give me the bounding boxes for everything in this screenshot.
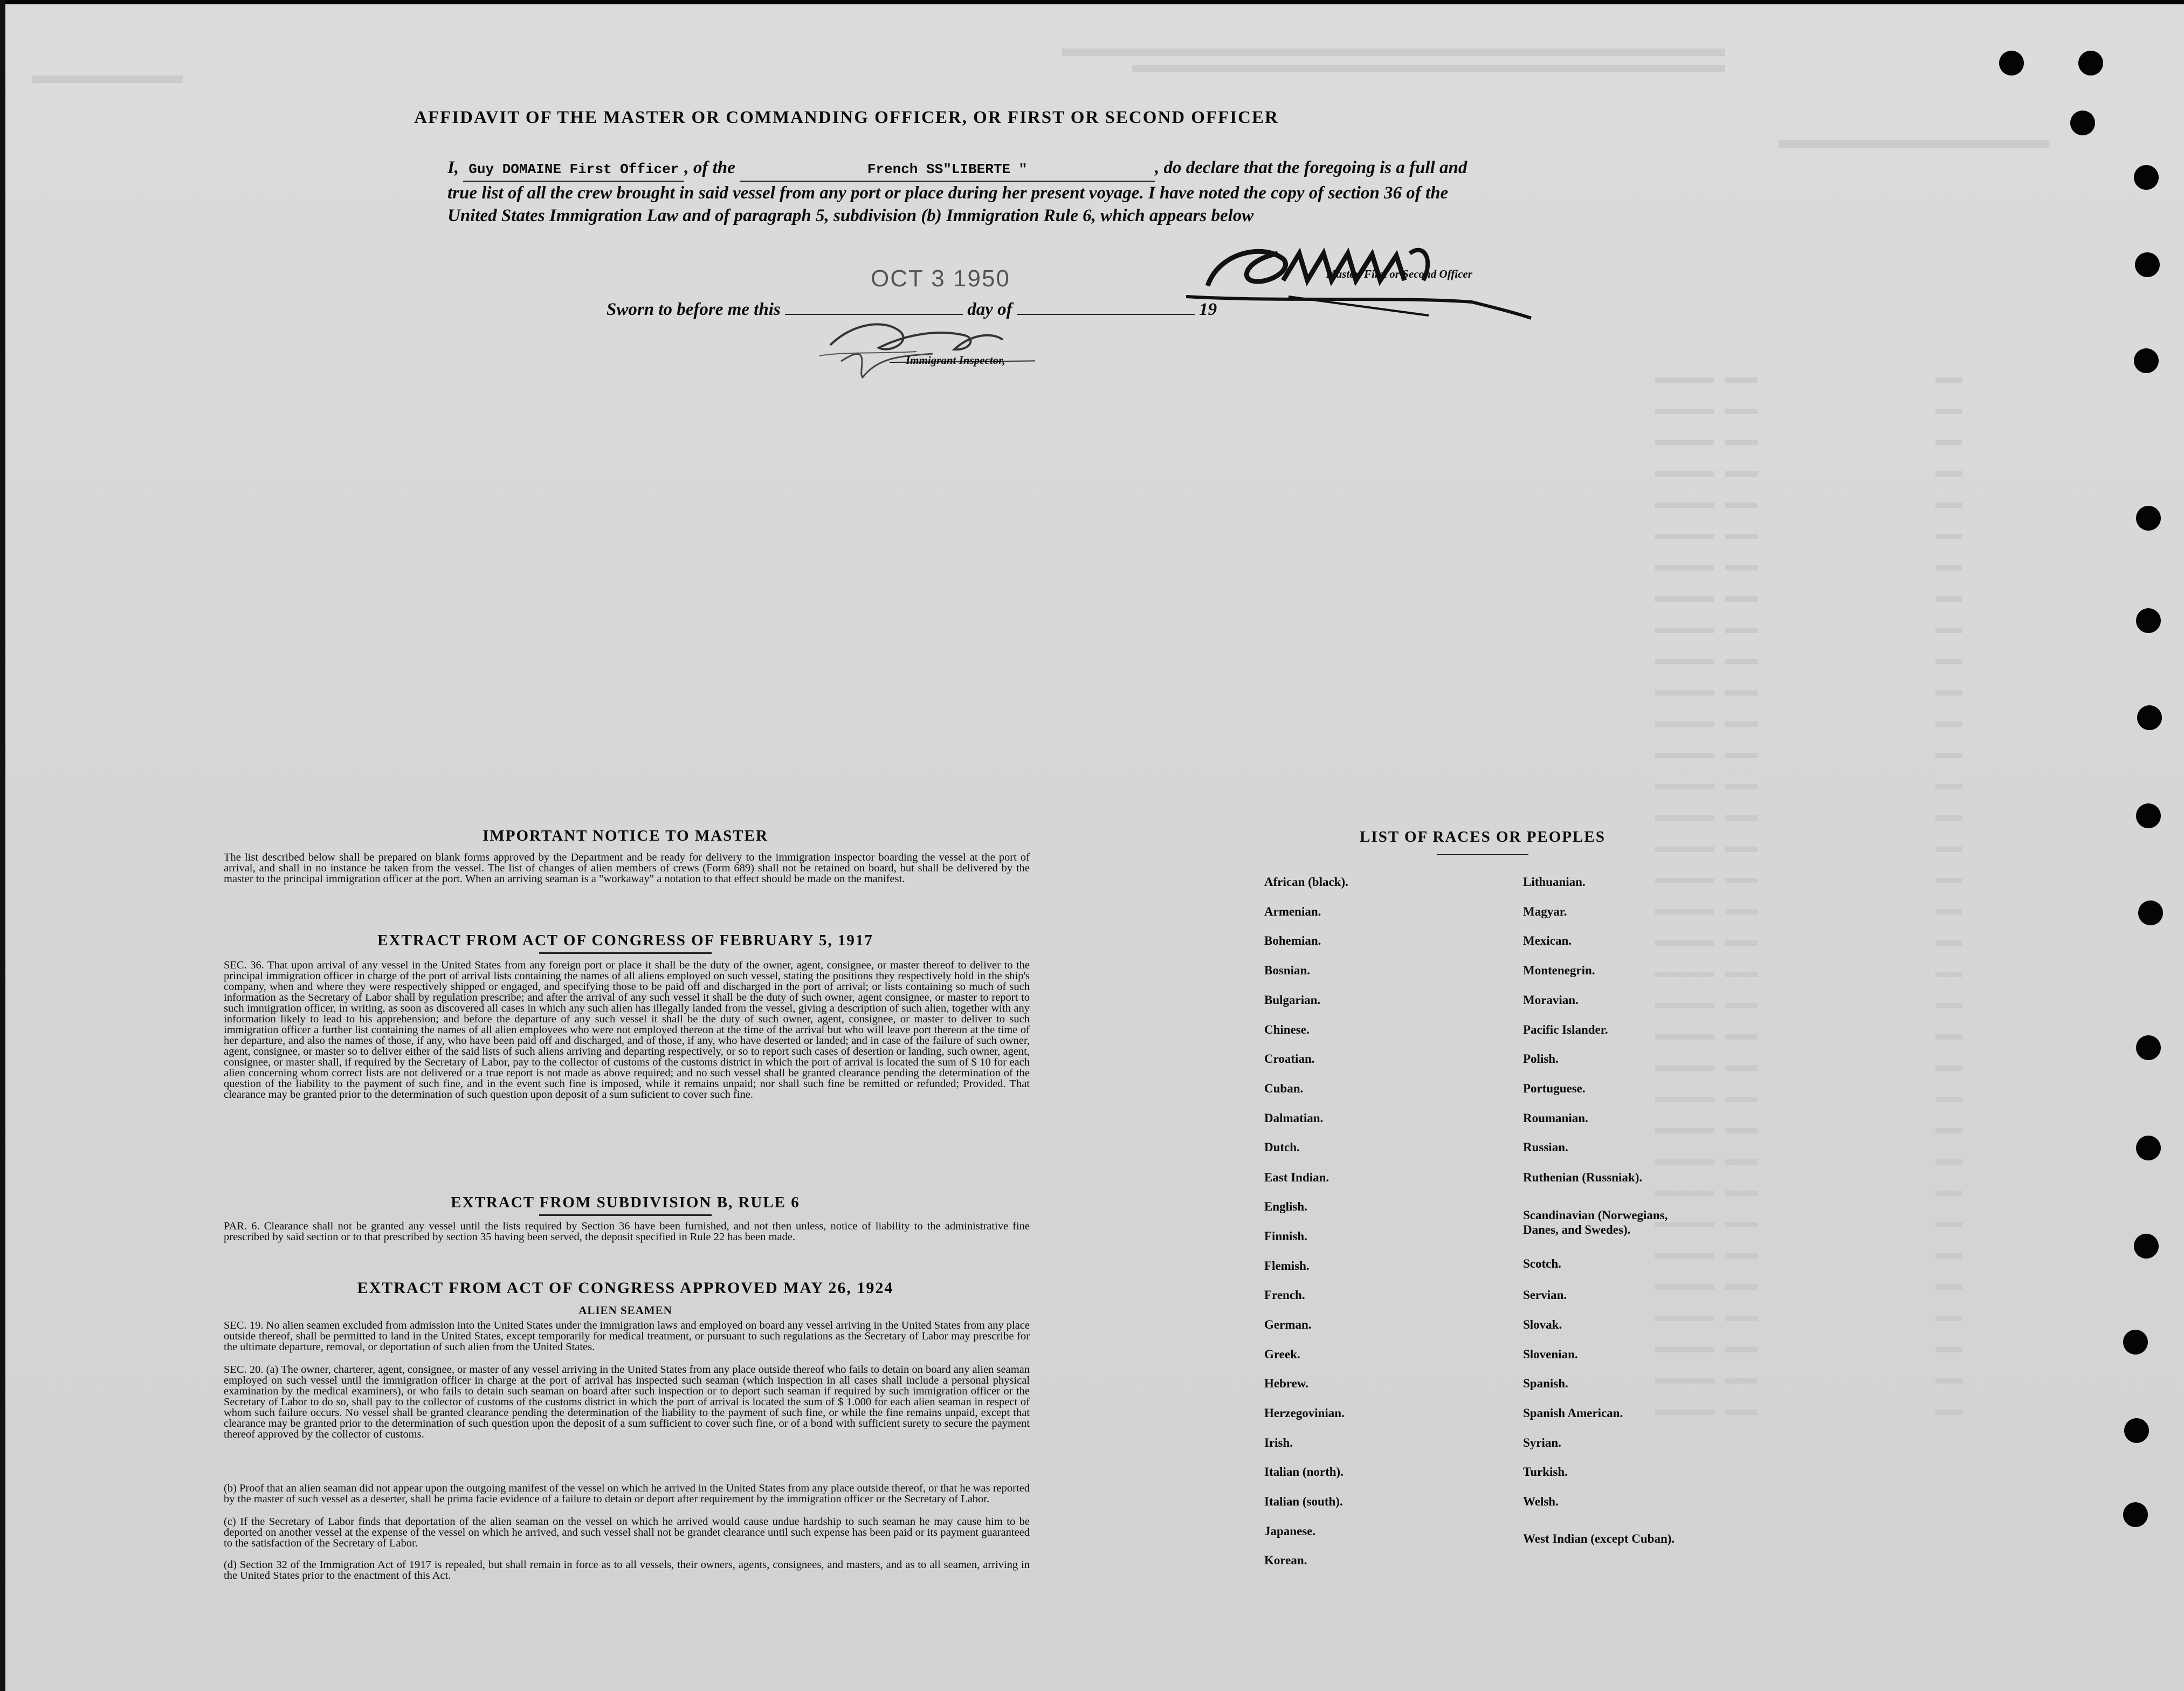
ghost-mark	[1655, 784, 1714, 789]
ghost-mark	[1725, 565, 1758, 570]
decl-tail: , do declare	[1155, 158, 1239, 177]
race-right-item: Turkish.	[1523, 1465, 1568, 1479]
ghost-mark	[1655, 690, 1714, 696]
punch-hole	[1999, 51, 2024, 75]
punch-hole	[2136, 1136, 2161, 1160]
sworn-text: Sworn to before me this	[607, 300, 781, 319]
ghost-mark	[1725, 596, 1758, 602]
race-left-item: Flemish.	[1264, 1259, 1310, 1273]
ghost-mark	[1935, 1410, 1962, 1415]
ghost-mark	[1725, 1222, 1758, 1227]
ghost-mark	[1725, 1347, 1758, 1352]
ghost-mark	[1725, 628, 1758, 633]
race-left-item: African (black).	[1264, 875, 1348, 889]
race-right-item: Lithuanian.	[1523, 875, 1586, 889]
punch-hole	[2136, 506, 2161, 531]
races-heading: LIST OF RACES OR PEOPLES	[1360, 828, 1606, 846]
ghost-mark	[1725, 1066, 1758, 1071]
ghost-mark	[1935, 409, 1962, 414]
day-of-text: day of	[967, 300, 1012, 319]
ghost-mark	[1655, 440, 1714, 445]
race-left-item: Italian (south).	[1264, 1495, 1343, 1508]
ghost-mark	[1935, 753, 1962, 758]
ghost-mark	[1725, 1128, 1758, 1133]
decl-body: that the foregoing is a full and true list of all the crew brought in said vessel from any port or place during her present voyage. I have noted the copy of section 36 of the United States Immigration Law and of paragraph 5, subdivision (b) Immigration Rule 6, which appears below	[447, 158, 1468, 225]
ghost-mark	[1935, 1191, 1962, 1196]
punch-hole	[2134, 165, 2159, 190]
race-right-item: Russian.	[1523, 1140, 1568, 1154]
extract1-heading: EXTRACT FROM ACT OF CONGRESS OF FEBRUARY 5, 1917	[377, 932, 873, 949]
ghost-mark	[1725, 784, 1758, 789]
divider	[539, 952, 712, 954]
ghost-mark	[1655, 1191, 1714, 1196]
ghost-mark	[1935, 815, 1962, 821]
officer-label: Master, First or Second Officer	[1326, 267, 1472, 280]
punch-hole	[2123, 1502, 2148, 1527]
punch-hole	[2137, 705, 2162, 730]
ghost-mark	[1725, 1003, 1758, 1008]
divider	[1437, 854, 1528, 855]
ghost-mark	[1655, 565, 1714, 570]
date-stamp: OCT 3 1950	[871, 265, 1010, 292]
punch-hole	[2136, 1035, 2161, 1060]
ghost-mark	[1935, 471, 1962, 477]
race-left-item: Korean.	[1264, 1553, 1307, 1567]
ghost-mark	[1655, 377, 1714, 383]
race-right-item: Magyar.	[1523, 905, 1567, 918]
punch-hole	[2135, 252, 2160, 277]
ghost-mark	[1655, 409, 1714, 414]
ghost-mark	[1935, 784, 1962, 789]
ghost-mark	[1935, 1347, 1962, 1352]
ghost-mark	[32, 75, 183, 83]
punch-hole	[2138, 901, 2163, 925]
ghost-mark	[1935, 690, 1962, 696]
ghost-mark	[1655, 753, 1714, 758]
decl-of-the: , of the	[684, 158, 735, 177]
ghost-mark	[1655, 721, 1714, 727]
ghost-mark	[1655, 847, 1714, 852]
race-left-item: Finnish.	[1264, 1229, 1307, 1243]
extract3-sec20d: (d) Section 32 of the Immigration Act of 1917 is repealed, but shall remain in force as to all vessels, their owners, agents, consignees, and masters, and as to all seamen, arriving in the United States prior to the enactment of this Act.	[224, 1559, 1030, 1582]
ghost-mark	[1935, 534, 1962, 539]
ghost-mark	[1062, 49, 1725, 56]
ghost-mark	[1725, 847, 1758, 852]
race-left-item: Italian (north).	[1264, 1465, 1344, 1479]
extract3-heading: EXTRACT FROM ACT OF CONGRESS APPROVED MAY 26, 1924	[357, 1279, 894, 1297]
ghost-mark	[1655, 503, 1714, 508]
ghost-mark	[1725, 1034, 1758, 1040]
race-right-item: Scotch.	[1523, 1257, 1561, 1270]
ghost-mark	[1655, 659, 1714, 664]
ghost-mark	[1655, 1066, 1714, 1071]
race-left-item: French.	[1264, 1288, 1305, 1302]
ghost-mark	[1655, 534, 1714, 539]
decl-i: I,	[447, 158, 459, 177]
race-left-item: Chinese.	[1264, 1023, 1310, 1036]
race-left-item: Irish.	[1264, 1436, 1293, 1449]
ghost-mark	[1935, 628, 1962, 633]
race-right-item: Slovenian.	[1523, 1348, 1578, 1361]
ghost-mark	[1725, 1191, 1758, 1196]
race-right-item: Syrian.	[1523, 1436, 1561, 1449]
notice-heading: IMPORTANT NOTICE TO MASTER	[483, 827, 768, 844]
ghost-mark	[1935, 1316, 1962, 1321]
ghost-mark	[1725, 659, 1758, 664]
punch-hole	[2134, 348, 2159, 373]
race-right-item: Portuguese.	[1523, 1082, 1586, 1095]
race-right-item: Roumanian.	[1523, 1111, 1588, 1125]
race-right-item: Moravian.	[1523, 993, 1579, 1007]
race-right-item: Servian.	[1523, 1288, 1567, 1302]
ghost-mark	[1655, 1097, 1714, 1102]
ghost-mark	[1725, 1316, 1758, 1321]
ghost-mark	[1725, 409, 1758, 414]
race-left-item: German.	[1264, 1318, 1312, 1331]
extract2-heading: EXTRACT FROM SUBDIVISION B, RULE 6	[451, 1194, 800, 1211]
race-right-item: Spanish American.	[1523, 1406, 1623, 1420]
ghost-mark	[1935, 1034, 1962, 1040]
punch-hole	[2136, 608, 2161, 633]
year-prefix: 19	[1199, 300, 1217, 319]
ghost-mark	[1935, 1066, 1962, 1071]
ghost-mark	[1935, 940, 1962, 946]
extract3-sec20b: (b) Proof that an alien seaman did not appear upon the outgoing manifest of the vessel on which he arrived in the United States from any place outside thereof, or that he was reported by the master of such vessel as a deserter, shall be prima facie evidence of a failure to detain or deport after requirement by the immigration officer or the Secretary of Labor.	[224, 1482, 1030, 1505]
ghost-mark	[1725, 1253, 1758, 1259]
alien-seamen-subheading: ALIEN SEAMEN	[578, 1304, 672, 1317]
race-left-item: Dalmatian.	[1264, 1111, 1324, 1125]
ghost-mark	[1655, 628, 1714, 633]
punch-hole	[2078, 51, 2103, 75]
ghost-mark	[1655, 1159, 1714, 1165]
punch-hole	[2070, 111, 2095, 135]
ghost-mark	[1779, 140, 2049, 148]
race-right-item: Spanish.	[1523, 1377, 1568, 1390]
ghost-mark	[1935, 878, 1962, 883]
ghost-mark	[1935, 659, 1962, 664]
punch-hole	[2136, 803, 2161, 828]
ghost-mark	[1725, 972, 1758, 977]
ghost-mark	[1935, 1097, 1962, 1102]
officer-signature	[1170, 221, 1547, 348]
ghost-mark	[1725, 940, 1758, 946]
race-right-item: Welsh.	[1523, 1495, 1559, 1508]
officer-name-field: Guy DOMAINE First Officer	[463, 158, 684, 182]
race-left-item: Dutch.	[1264, 1140, 1300, 1154]
ghost-mark	[1935, 1284, 1962, 1290]
extract3-sec20c: (c) If the Secretary of Labor finds that deportation of the alien seaman on the vessel on which he arrived would cause undue hardship to such seaman he may cause him to be deported on another vessel at the expense of the vessel on which he arrived, and such vessel shall not be grandet clearance until such expense has been paid or its payment guaranteed to the satisfaction of the Secretary of Labor.	[224, 1516, 1030, 1549]
affidavit-heading: AFFIDAVIT OF THE MASTER OR COMMANDING OFFICER, OR FIRST OR SECOND OFFICER	[414, 108, 1279, 127]
race-left-item: Greek.	[1264, 1348, 1300, 1361]
extract3-sec20a: SEC. 20. (a) The owner, charterer, agent, consignee, or master of any vessel arriving in the United States from any place outside thereof who fails to detain on board any alien seaman employed on such vessel until the immigration officer in charge at the port of arrival has inspected such seaman (which inspection in all cases shall include a personal physical examination by the medical examiners), or who fails to detain such seaman on board after such inspection or to deport such seaman if required by such immigration officer or the Secretary of Labor to do so, shall pay to the collector of customs of the customs district in which the port of arrival is located the sum of $ 1.000 for each alien seaman in respect of whom such failure occurs. No vessel shall be granted clearance pending the determination of the liability to the payment of such fine, or while the fine remains unpaid, except that clearance may be granted prior to the determination of such question upon the deposit of a sum sufficient to cover such fine, or of a bond with sufficient surety to secure the payment thereof approved by the collector of customs.	[224, 1364, 1030, 1440]
race-left-item: Bulgarian.	[1264, 993, 1321, 1007]
ghost-mark	[1655, 471, 1714, 477]
ghost-mark	[1725, 377, 1758, 383]
race-right-item: Slovak.	[1523, 1318, 1562, 1331]
ghost-mark	[1725, 815, 1758, 821]
race-right-item: Montenegrin.	[1523, 964, 1595, 977]
race-left-item: Croatian.	[1264, 1052, 1315, 1066]
ghost-mark	[1935, 972, 1962, 977]
ghost-mark	[1935, 565, 1962, 570]
ghost-mark	[1725, 1410, 1758, 1415]
race-right-item: Polish.	[1523, 1052, 1559, 1066]
ghost-mark	[1655, 1128, 1714, 1133]
divider	[539, 1214, 712, 1216]
extract1-text: SEC. 36. That upon arrival of any vessel in the United States from any foreign port or place it shall be the duty of the owner, agent, consignee, or master thereof to deliver to the principal immigration officer in charge of the port of arrival lists containing the names of all aliens employed on such vessel, stating the positions they respectively hold in the ship's company, when and where they were respectively shipped or engaged, and specifying those to be paid off and discharged in the port of arrival; or lists containing so much of such information as the Secretary of Labor shall by regulation prescribe; and after the arrival of any such vessel it shall be the duty of such owner, agent consignee, or master to report to such immigration officer, in writing, as soon as discovered all cases in which any such alien has illegally landed from the vessel, giving a description of such alien, together with any information likely to lead to his apprehension; and before the departure of any such vessel it shall be the duty of such owner, agent, consignee, or master to deliver to such immigration officer a further list containing the names of all alien employees who were not employed thereon at the time of the arrival but who will leave port thereon at the time of her departure, and also the names of those, if any, who have been paid off and discharged, and of those, if any, who have deserted or landed; and in case of the failure of such owner, agent, consignee, or master so to deliver either of the said lists of such aliens arriving and departing respectively, or so to report such cases of desertion or landing, such owner, agent, consignee, or master shall, if required by the Secretary of Labor, pay to the collector of customs of the customs district in which the port of arrival is located the sum of $ 10 for each alien concerning whom correct lists are not delivered or a true report is not made as above required; and no such vessel shall be granted clearance pending the determination of the question of the liability to the payment of such fine, and in the event such fine is imposed, while it remains unpaid; nor shall such fine be remitted or refunded; Provided. That clearance may be granted prior to the determination of such question upon deposit of a sum suficient to cover such fine.	[224, 959, 1030, 1101]
ghost-mark	[1935, 1003, 1962, 1008]
race-right-item: West Indian (except Cuban).	[1523, 1532, 1675, 1545]
declaration-paragraph	[447, 156, 1493, 227]
ghost-mark	[1935, 1253, 1962, 1259]
ghost-mark	[1725, 1284, 1758, 1290]
race-left-item: English.	[1264, 1200, 1307, 1213]
ghost-mark	[1935, 1128, 1962, 1133]
ghost-mark	[1725, 440, 1758, 445]
ghost-mark	[1935, 596, 1962, 602]
race-left-item: Bosnian.	[1264, 964, 1311, 977]
ghost-mark	[1725, 503, 1758, 508]
race-left-item: Armenian.	[1264, 905, 1321, 918]
ghost-mark	[1725, 1159, 1758, 1165]
punch-hole	[2134, 1234, 2159, 1259]
ghost-mark	[1935, 1378, 1962, 1384]
race-left-item: Herzegovinian.	[1264, 1406, 1345, 1420]
ghost-mark	[1725, 1097, 1758, 1102]
ghost-mark	[1725, 690, 1758, 696]
race-right-item: Ruthenian (Russniak).	[1523, 1171, 1643, 1184]
inspector-signature	[809, 302, 1035, 386]
race-left-item: Cuban.	[1264, 1082, 1304, 1095]
inspector-label: Immigrant Inspector,	[906, 354, 1005, 367]
race-left-item: East Indian.	[1264, 1171, 1329, 1184]
ghost-mark	[1935, 503, 1962, 508]
race-left-item: Japanese.	[1264, 1524, 1316, 1538]
ghost-mark	[1725, 534, 1758, 539]
race-right-item: Pacific Islander.	[1523, 1023, 1608, 1036]
ghost-mark	[1725, 753, 1758, 758]
ghost-mark	[1725, 878, 1758, 883]
ghost-mark	[1935, 1222, 1962, 1227]
ghost-mark	[1725, 909, 1758, 915]
ghost-mark	[1725, 721, 1758, 727]
ghost-mark	[1132, 65, 1725, 72]
ghost-mark	[1935, 1159, 1962, 1165]
ghost-mark	[1725, 471, 1758, 477]
ghost-mark	[1935, 721, 1962, 727]
extract2-text: PAR. 6. Clearance shall not be granted any vessel until the lists required by Section 36 have been furnished, and not then unless, notice of liability to the administrative fine prescribed by said section or to that prescribed by section 35 having been served, the deposit specified in Rule 22 has been made.	[224, 1220, 1030, 1243]
punch-hole	[2123, 1330, 2148, 1355]
ghost-mark	[1725, 1378, 1758, 1384]
race-right-item: Mexican.	[1523, 934, 1572, 947]
race-left-item: Bohemian.	[1264, 934, 1321, 947]
ghost-mark	[1935, 847, 1962, 852]
extract3-sec19: SEC. 19. No alien seamen excluded from admission into the United States under the immigration laws and employed on board any vessel arriving in the United States from any place outside thereof, shall be permitted to land in the United States, except temporarily for medical treatment, or pursuant to such regulations as the Secretary of Labor may prescribe for the ultimate departure, removal, or deportation of such alien from the United States.	[224, 1319, 1030, 1353]
notice-text: The list described below shall be prepared on blank forms approved by the Department and be ready for delivery to the immigration inspector boarding the vessel at the port of arrival, and shall in no instance be taken from the vessel. The list of changes of alien members of crews (Form 689) shall not be retained on board, but shall be delivered by the master to the principal immigration officer at the port. When an arriving seaman is a "workaway" a notation to that effect should be made on the manifest.	[224, 851, 1030, 885]
race-left-item: Hebrew.	[1264, 1377, 1308, 1390]
ghost-mark	[1935, 377, 1962, 383]
ghost-mark	[1935, 909, 1962, 915]
race-right-item: Scandinavian (Norwegians, Danes, and Swedes).	[1523, 1208, 1668, 1236]
ghost-mark	[1655, 596, 1714, 602]
punch-hole	[2124, 1418, 2149, 1443]
ghost-mark	[1935, 440, 1962, 445]
ghost-mark	[1655, 815, 1714, 821]
vessel-name-field: French SS"LIBERTE "	[740, 158, 1155, 182]
